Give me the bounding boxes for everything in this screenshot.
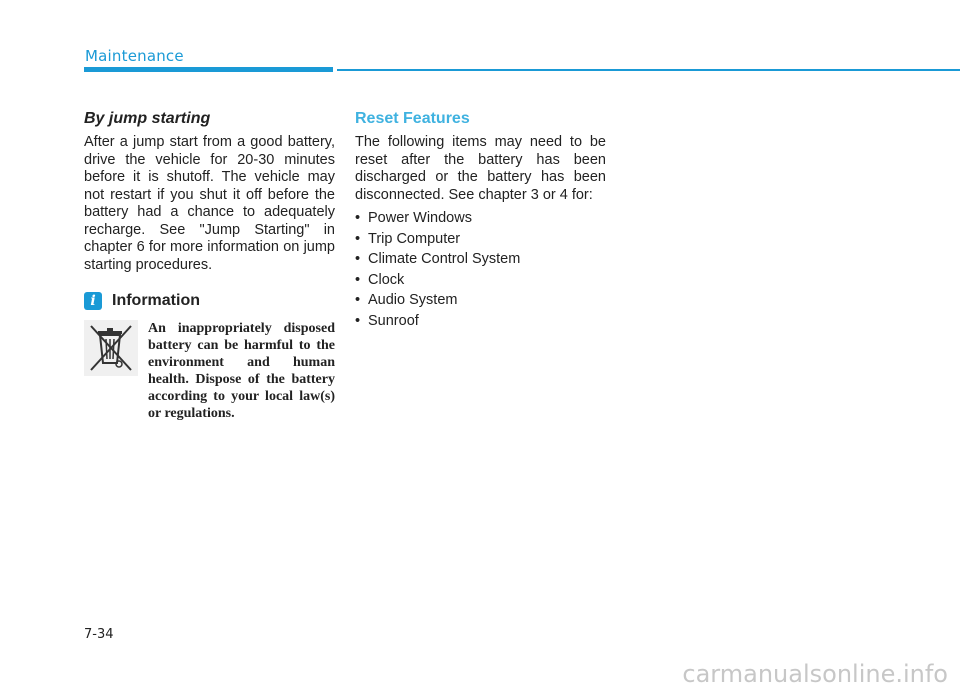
list-item-label: Clock: [368, 271, 405, 288]
information-header: [84, 292, 335, 310]
page-number: 7-34: [84, 627, 114, 642]
watermark[interactable]: carmanualsonline.info: [682, 660, 948, 688]
bullet-icon: •: [355, 210, 361, 226]
bullet-icon: •: [355, 292, 361, 308]
reset-features-list: [355, 208, 606, 331]
header-rule-thick: [84, 67, 333, 72]
list-item: [355, 270, 606, 291]
bullet-icon: •: [355, 271, 361, 288]
information-label: Information: [112, 292, 200, 309]
jump-start-paragraph: After a jump start from a good battery, drive the vehicle for 20-30 minutes before it is shutoff. The vehicle may not restart if you shut it off before the battery had a chance to adequately recharge. See "Jump Starting" in chapter 6 for more information on jump starting procedures.: [84, 134, 335, 273]
reset-features-paragraph: The following items may need to be reset after the battery has been discharged or the battery has been disconnected. See chapter 3 or 4 for:: [355, 134, 606, 203]
information-body: [84, 320, 335, 422]
info-icon: i: [84, 292, 102, 310]
information-text: An inappropriately disposed battery can be harmful to the environment and human health. Dispose of the battery according to your local law(s) or regulations.: [148, 321, 335, 421]
list-item-label: Audio System: [368, 292, 458, 308]
list-item: [355, 208, 606, 229]
crossed-out-bin-icon: [84, 320, 138, 376]
list-item-label: Power Windows: [368, 210, 472, 226]
right-column: [355, 108, 606, 331]
section-title: Maintenance: [85, 47, 184, 65]
header-rule-thin: [337, 69, 960, 71]
bullet-icon: •: [355, 251, 361, 267]
list-item-label: Climate Control System: [368, 251, 521, 267]
list-item: [355, 290, 606, 311]
reset-features-heading: Reset Features: [355, 110, 470, 127]
list-item: [355, 229, 606, 250]
jump-start-heading: By jump starting: [84, 110, 211, 127]
bullet-icon: •: [355, 312, 361, 329]
list-item-label: Trip Computer: [368, 230, 461, 247]
left-column: [84, 108, 335, 422]
bullet-icon: •: [355, 230, 361, 247]
list-item: [355, 249, 606, 270]
list-item-label: Sunroof: [368, 312, 419, 329]
list-item: [355, 311, 606, 332]
